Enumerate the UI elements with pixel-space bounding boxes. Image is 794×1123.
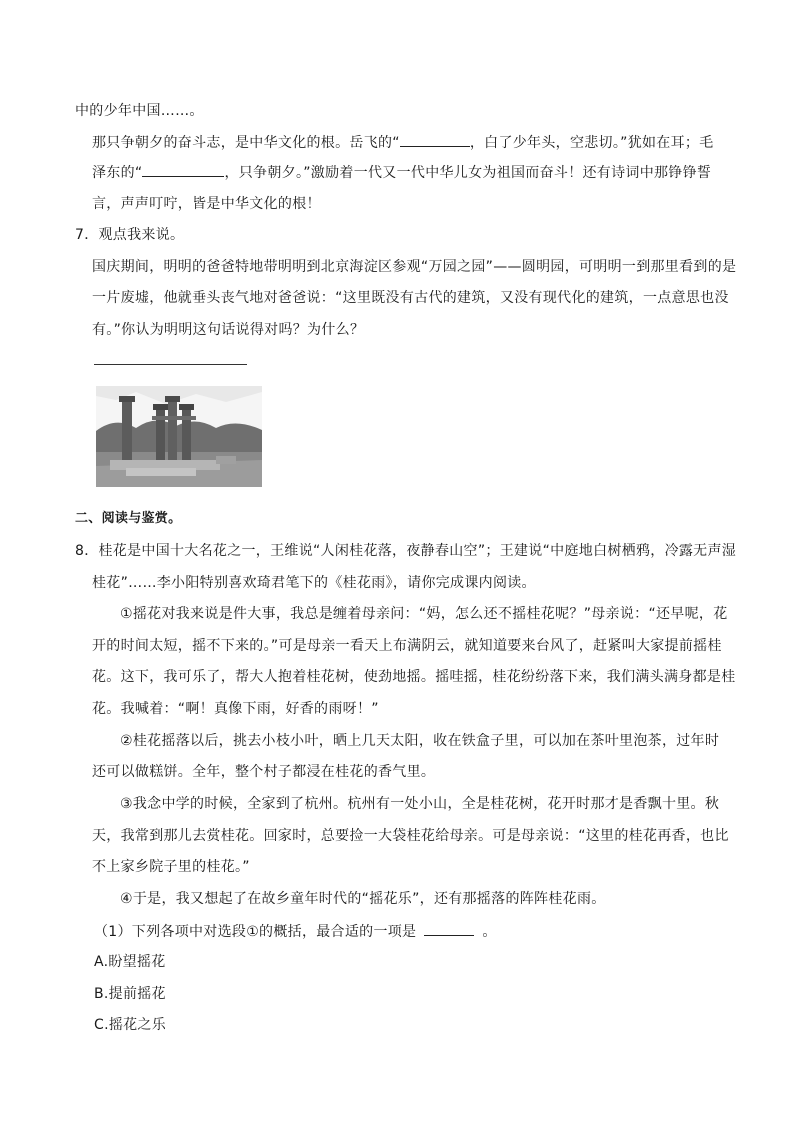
option-b[interactable]: B.提前摇花 bbox=[94, 986, 166, 1002]
passage-para-2-line-2: 还可以做糕饼。全年，整个村子都浸在桂花的香气里。 bbox=[92, 764, 436, 780]
question-8-line-1: 8．桂花是中国十大名花之一，王维说“人闲桂花落，夜静春山空”；王建说“中庭地白树栖鸦，冷露无声湿 bbox=[75, 543, 737, 559]
option-c[interactable]: C.摇花之乐 bbox=[94, 1017, 167, 1033]
passage-para-3-line-2: 天，我常到那儿去赏桂花。回家时，总要捡一大袋桂花给母亲。可是母亲说：“这里的桂花再香，也比 bbox=[92, 828, 729, 844]
intro-line-2: 那只争朝夕的奋斗志，是中华文化的根。岳飞的“ ，白了少年头，空悲切。”犹如在耳；毛 bbox=[92, 132, 714, 153]
passage-para-1-line-4: 花。我喊着：“啊！真像下雨，好香的雨呀！” bbox=[92, 701, 379, 717]
question-7-line-3: 有。”你认为明明这句话说得对吗？为什么？ bbox=[92, 322, 365, 338]
fill-blank-2[interactable] bbox=[142, 162, 224, 177]
sub-question-1-blank[interactable] bbox=[424, 921, 474, 936]
passage-para-1-line-3: 花。这下，我可乐了，帮大人抱着桂花树，使劲地摇。摇哇摇，桂花纷纷落下来，我们满头满身都是桂 bbox=[92, 669, 736, 685]
question-7-line-1: 国庆期间，明明的爸爸特地带明明到北京海淀区参观“万园之园”——圆明园，可明明一到那里看到的是 bbox=[92, 259, 737, 275]
sub-question-1: （1）下列各项中对选段①的概括，最合适的一项是 。 bbox=[94, 921, 497, 942]
passage-para-4-line-1: ④于是，我又想起了在故乡童年时代的“摇花乐”，还有那摇落的阵阵桂花雨。 bbox=[120, 891, 606, 907]
fill-blank-1[interactable] bbox=[400, 132, 470, 147]
question-8-line-2: 桂花”……李小阳特别喜欢琦君笔下的《桂花雨》，请你完成课内阅读。 bbox=[92, 575, 536, 591]
question-7-line-2: 一片废墟，他就垂头丧气地对爸爸说：“这里既没有古代的建筑，又没有现代化的建筑，一点意思也没 bbox=[92, 290, 729, 306]
answer-line[interactable] bbox=[94, 364, 247, 365]
intro-line-3: 泽东的“ ，只争朝夕。”激励着一代又一代中华儿女为祖国而奋斗！还有诗词中那铮铮誓 bbox=[92, 162, 711, 183]
section-2-heading: 二、阅读与鉴赏。 bbox=[75, 511, 182, 526]
passage-para-3-line-1: ③我念中学的时候，全家到了杭州。杭州有一处小山，全是桂花树，花开时那才是香飘十里。秋 bbox=[120, 796, 720, 812]
intro-line-4: 言，声声叮咛，皆是中华文化的根！ bbox=[92, 196, 321, 212]
intro-line-1: 中的少年中国……。 bbox=[75, 103, 204, 119]
option-a[interactable]: A.盼望摇花 bbox=[94, 954, 166, 970]
passage-para-3-line-3: 不上家乡院子里的桂花。” bbox=[92, 859, 250, 875]
question-7-title: 7．观点我来说。 bbox=[75, 227, 185, 243]
passage-para-2-line-1: ②桂花摇落以后，挑去小枝小叶，晒上几天太阳，收在铁盒子里，可以加在茶叶里泡茶，过年时 bbox=[120, 733, 720, 749]
passage-para-1-line-2: 开的时间太短，摇不下来的。”可是母亲一看天上布满阴云，就知道要来台风了，赶紧叫大家提前摇桂 bbox=[92, 638, 722, 654]
yuanmingyuan-ruins-photo bbox=[96, 386, 262, 487]
passage-para-1-line-1: ①摇花对我来说是件大事，我总是缠着母亲问：“妈，怎么还不摇桂花呢？”母亲说：“还早呢，花 bbox=[120, 606, 728, 622]
